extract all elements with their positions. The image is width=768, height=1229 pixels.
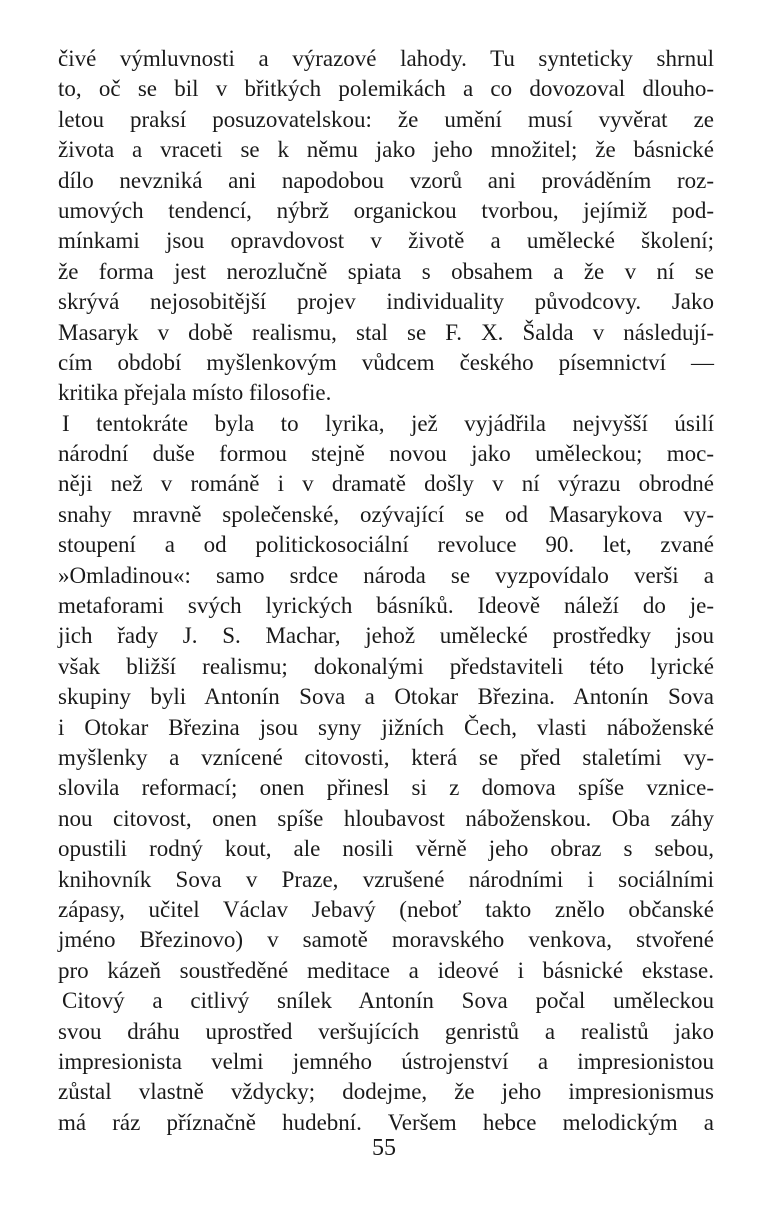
text-line: knihovník Sova v Praze, vzrušené národními i sociálními	[58, 866, 714, 892]
paragraph-end-line: kritika přejala místo filosofie.	[58, 380, 332, 406]
text-line: »Omladinou«: samo srdce národa se vyzpovídalo verši a	[58, 562, 714, 588]
text-line: opustili rodný kout, ale nosili věrně jeho obraz s sebou,	[58, 836, 714, 862]
text-line: života a vraceti se k němu jako jeho množitel; že básnické	[58, 137, 714, 163]
text-line: umových tendencí, nýbrž organickou tvorbou, jejímiž pod-	[58, 197, 714, 223]
text-line: pro kázeň soustředěné meditace a ideové i básnické ekstase.	[58, 957, 714, 983]
text-line: slovila reformací; onen přinesl si z domova spíše vznice-	[58, 775, 714, 801]
text-line: stoupení a od politickosociální revoluce 90. let, zvané	[58, 532, 714, 558]
text-line: něji než v románě i v dramatě došly v ní výrazu obrodné	[58, 471, 714, 497]
page-number: 55	[372, 1135, 396, 1161]
text-line: svou dráhu uprostřed veršujících genristů a realistů jako	[58, 1018, 714, 1044]
text-line: zápasy, učitel Václav Jebavý (neboť takto znělo občanské	[58, 896, 714, 922]
text-line: snahy mravně společenské, ozývající se od Masarykova vy-	[58, 501, 714, 527]
text-line: nou citovost, onen spíše hloubavost náboženskou. Oba záhy	[58, 805, 714, 831]
text-line: mínkami jsou opravdovost v životě a umělecké školení;	[58, 228, 714, 254]
text-line: myšlenky a vznícené citovosti, která se před staletími vy-	[58, 744, 714, 770]
text-line: že forma jest nerozlučně spiata s obsahem a že v ní se	[58, 258, 714, 284]
text-line: čivé výmluvnosti a výrazové lahody. Tu synteticky shrnul	[58, 46, 714, 71]
text-line: národní duše formou stejně novou jako uměleckou; moc-	[58, 441, 714, 467]
text-line: letou praksí posuzovatelskou: že umění musí vyvěrat ze	[58, 106, 714, 132]
text-line: skupiny byli Antonín Sova a Otokar Březina. Antonín Sova	[58, 684, 714, 710]
text-line: však bližší realismu; dokonalými představiteli této lyrické	[58, 653, 714, 679]
book-page-text	[58, 44, 714, 1138]
text-line: zůstal vlastně vždycky; dodejme, že jeho impresionismus	[58, 1079, 714, 1105]
text-line: má ráz příznačně hudební. Veršem hebce melodickým a	[58, 1109, 714, 1135]
paragraph-start-line: I tentokráte byla to lyrika, jež vyjádřila nejvyšší úsilí	[62, 410, 714, 436]
text-line: jich řady J. S. Machar, jehož umělecké prostředky jsou	[58, 623, 714, 649]
text-line: jméno Březinovo) v samotě moravského venkova, stvořené	[58, 927, 714, 953]
text-line: Masaryk v době realismu, stal se F. X. Šalda v následují-	[58, 319, 714, 345]
text-line: cím období myšlenkovým vůdcem českého písemnictví —	[58, 349, 714, 375]
text-line: dílo nevzniká ani napodobou vzorů ani prováděním roz-	[58, 167, 714, 193]
text-line: metaforami svých lyrických básníků. Ideově náleží do je-	[58, 593, 714, 619]
text-line: to, oč se bil v břitkých polemikách a co dovozoval dlouho-	[58, 76, 714, 102]
text-line: skrývá nejosobitější projev individuality původcovy. Jako	[58, 289, 714, 315]
text-line: impresionista velmi jemného ústrojenství a impresionistou	[58, 1048, 714, 1074]
text-line: i Otokar Březina jsou syny jižních Čech, vlasti náboženské	[58, 714, 714, 740]
paragraph-start-line: Citový a citlivý snílek Antonín Sova počal uměleckou	[62, 988, 714, 1014]
